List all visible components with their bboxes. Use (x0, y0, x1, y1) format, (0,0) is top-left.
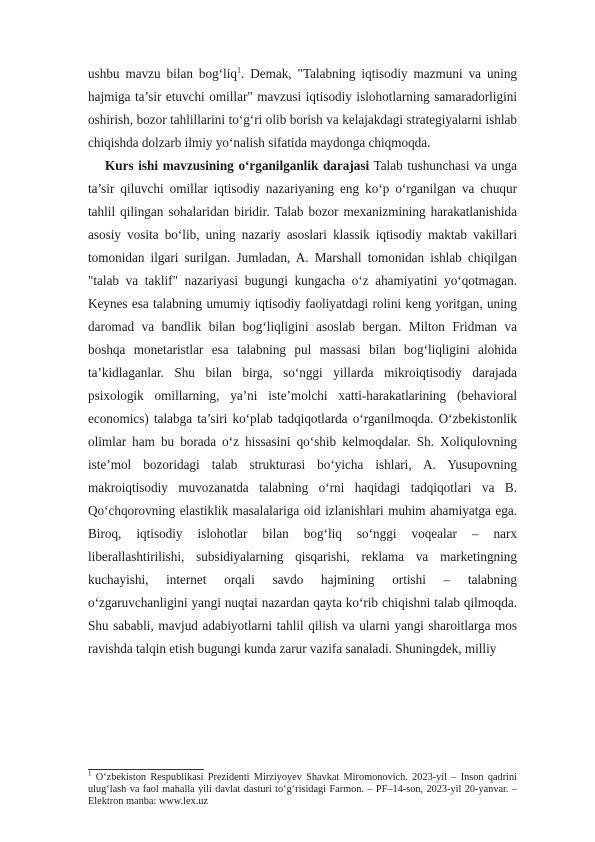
paragraph-text-end: . Demak, "Talabning iqtisodiy mazmuni va uning hajmiga ta’sir etuvchi omillar" mavzusi iqtisodiy islohotlarning samaradorligini oshirish, bozor tahlillarini to‘g‘ri olib borish va kelajakdagi strategiyalarni ishlab chiqishda dolzarb ilmiy yo‘nalish sifatida maydonga chiqmoqda. (88, 66, 518, 150)
paragraph-study-level (88, 154, 517, 660)
document-body (88, 62, 517, 660)
footnote-text: O‘zbekiston Respublikasi Prezidenti Mirziyoyev Shavkat Miromonovich. 2023-yil – Inson qadrini ulug‘lash va faol mahalla yili davlat dasturi to‘g‘risidagi Farmon. – PF–14-son, 2023-yil 20-yanvar. – Elektron manba: www.lex.uz (88, 772, 517, 808)
footnote (88, 769, 517, 809)
section-heading: Kurs ishi mavzusining o‘rganilganlik darajasi (105, 158, 370, 173)
paragraph-text-start: ushbu mavzu bilan bog‘liq (88, 66, 237, 81)
footnote-reference[interactable]: 1 (236, 65, 241, 75)
paragraph-body: Talab tushunchasi va unga ta’sir qiluvchi omillar iqtisodiy nazariyaning eng ko‘p o‘rganilgan va chuqur tahlil qilingan sohalaridan biridir. Talab bozor mexanizmining harakatlanishida asosiy vosita bo‘lib, uning nazariy asoslari klassik iqtisodiy maktab vakillari tomonidan ilgari surilgan. Jumladan, A. Marshall tomonidan ishlab chiqilgan "talab va taklif" nazariyasi bugungi kungacha o‘z ahamiyatini yo‘qotmagan. Keynes esa talabning umumiy iqtisodiy faoliyatdagi rolini keng yoritgan, uning daromad va bandlik bilan bog‘liqligini asoslab bergan. Milton Fridman va boshqa monetaristlar esa talabning pul massasi bilan bog‘liqligini alohida ta’kidlaganlar. Shu bilan birga, so‘nggi yillarda mikroiqtisodiy darajada psixologik omillarning, ya’ni iste’molchi xatti-harakatlarining (behavioral economics) talabga ta’siri ko‘plab tadqiqotlarda o‘rganilmoqda. O‘zbekistonlik olimlar ham bu borada o‘z hissasini qo‘shib kelmoqdalar. Sh. Xoliqulovning iste’mol bozoridagi talab strukturasi bo‘yicha ishlari, A. Yusupovning makroiqtisodiy muvozanatda talabning o‘rni haqidagi tadqiqotlari va B. Qo‘chqorovning elastiklik masalalariga oid izlanishlari muhim ahamiyatga ega. Biroq, iqtisodiy islohotlar bilan bog‘liq so‘nggi voqealar – narx liberallashtirilishi, subsidiyalarning qisqarishi, reklama va marketingning kuchayishi, internet orqali savdo hajmining ortishi – talabning o‘zgaruvchanligini yangi nuqtai nazardan qayta ko‘rib chiqishni talab qilmoqda. Shu sababli, mavjud adabiyotlarni tahlil qilish va ularni yangi sharoitlarga mos ravishda talqin etish bugungi kunda zarur vazifa sanaladi. Shuningdek, milliy (88, 158, 517, 656)
paragraph-continuation (88, 62, 517, 154)
footnote-divider (88, 769, 204, 770)
footnote-number: 1 (88, 769, 92, 778)
